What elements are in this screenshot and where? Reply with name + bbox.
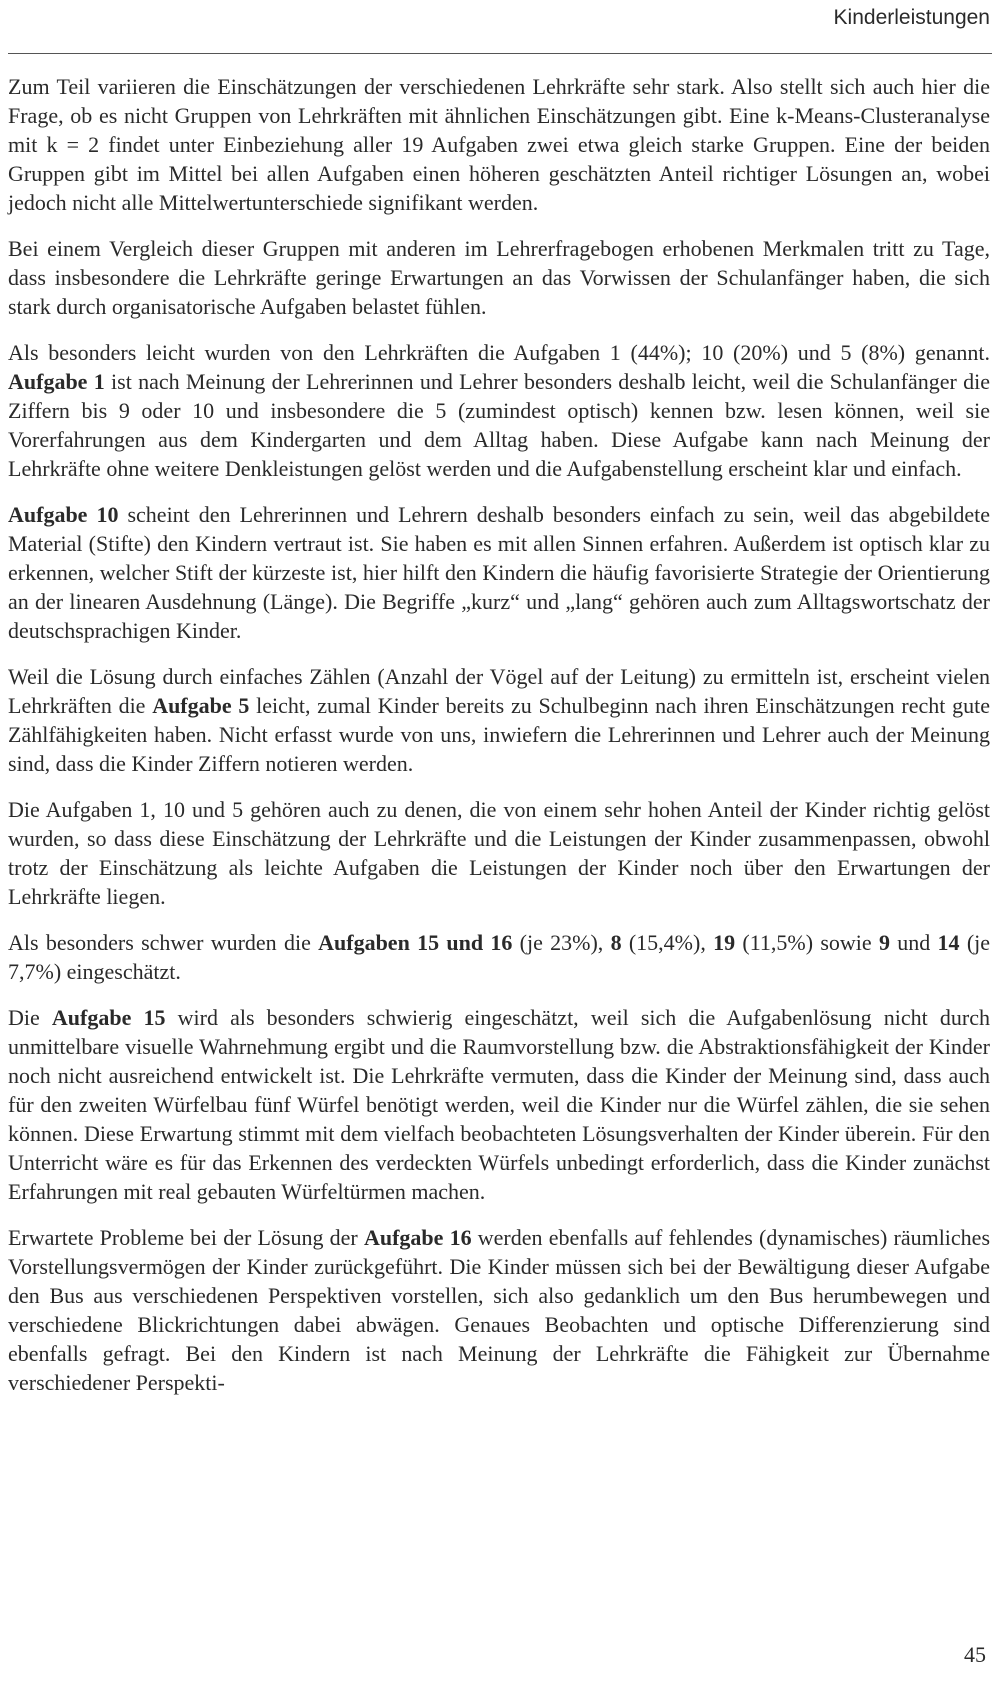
paragraph-2: Bei einem Vergleich dieser Gruppen mit anderen im Lehrerfragebogen erhobenen Merkmalen tritt zu Tage, dass insbesondere die Lehrkräfte geringe Erwartungen an das Vorwissen der Schulanfänger haben, die sich stark durch organisatorische Aufgaben belastet fühlen. bbox=[8, 236, 990, 319]
bold-task-ref: Aufgabe 5 bbox=[152, 693, 250, 718]
bold-task-ref: Aufgabe 10 bbox=[8, 502, 119, 527]
paragraph-3: Als besonders leicht wurden von den Lehrkräften die Aufgaben 1 (44%); 10 (20%) und 5 (8%) genannt. Aufgabe 1 ist nach Meinung der Lehrerinnen und Lehrer besonders deshalb leicht, weil die Schulanfänger die Ziffern bis 9 oder 10 und insbesondere die 5 (zumindest optisch) kennen bzw. lesen können, weil sie Vorerfahrungen aus dem Kindergarten und dem Alltag haben. Diese Aufgabe kann nach Meinung der Lehrkräfte ohne weitere Denkleistungen gelöst werden und die Aufgabenstellung erscheint klar und einfach. bbox=[8, 340, 991, 481]
paragraph-6: Die Aufgaben 1, 10 und 5 gehören auch zu denen, die von einem sehr hohen Anteil der Kinder richtig gelöst wurden, so dass diese Einschätzung der Lehrkräfte und die Leistungen der Kinder zusammenpassen, obwohl trotz der Einschätzung als leichte Aufgaben die Leistungen der Kinder noch über den Erwartungen der Lehrkräfte liegen. bbox=[8, 797, 990, 909]
paragraph-1: Zum Teil variieren die Einschätzungen der verschiedenen Lehrkräfte sehr stark. Also stellt sich auch hier die Frage, ob es nicht Gruppen von Lehrkräften mit ähnlichen Einschätzungen gibt. Eine k-Means-Clusteranalyse mit k = 2 findet unter Einbeziehung aller 19 Aufgaben zwei etwa gleich starke Gruppen. Eine der beiden Gruppen gibt im Mittel bei allen Aufgaben einen höheren geschätzten Anteil richtiger Lösungen an, wobei jedoch nicht alle Mittelwertunterschiede signifikant werden. bbox=[8, 74, 990, 215]
bold-task-ref: 8 bbox=[610, 930, 622, 955]
bold-task-ref: 14 bbox=[937, 930, 960, 955]
body-text bbox=[8, 72, 990, 1414]
bold-task-ref: Aufgabe 16 bbox=[363, 1225, 472, 1250]
bold-task-ref: 19 bbox=[713, 930, 736, 955]
bold-task-ref: Aufgabe 1 bbox=[8, 369, 105, 394]
paragraph-9: Erwartete Probleme bei der Lösung der Aufgabe 16 werden ebenfalls auf fehlendes (dynamisches) räumliches Vorstellungsvermögen der Kinder zurückgeführt. Die Kinder müssen sich bei der Bewältigung dieser Aufgabe den Bus aus verschiedenen Perspektiven vorstellen, sich also gedanklich um den Bus herumbewegen und verschiedene Blickrichtungen dabei abwägen. Genaues Beobachten und optische Differenzierung sind ebenfalls gefragt. Bei den Kindern ist nach Meinung der Lehrkräfte die Fähigkeit zur Übernahme verschiedener Perspekti- bbox=[8, 1225, 991, 1395]
paragraph-7: Als besonders schwer wurden die Aufgaben 15 und 16 (je 23%), 8 (15,4%), 19 (11,5%) sowie 9 und 14 (je 7,7%) eingeschätzt. bbox=[8, 930, 991, 984]
paragraph-5: Weil die Lösung durch einfaches Zählen (Anzahl der Vögel auf der Leitung) zu ermitteln ist, erscheint vielen Lehrkräften die Aufgabe 5 leicht, zumal Kinder bereits zu Schulbeginn nach ihren Einschätzungen recht gute Zählfähigkeiten haben. Nicht erfasst wurde von uns, inwiefern die Lehrerinnen und Lehrer auch der Meinung sind, dass die Kinder Ziffern notieren werden. bbox=[8, 664, 991, 776]
header-divider bbox=[8, 53, 992, 54]
running-header-title: Kinderleistungen bbox=[833, 6, 990, 29]
bold-task-ref: Aufgabe 15 bbox=[51, 1005, 166, 1030]
bold-task-ref: 9 bbox=[878, 930, 890, 955]
paragraph-4: Aufgabe 10 scheint den Lehrerinnen und Lehrern deshalb besonders einfach zu sein, weil das abgebildete Material (Stifte) den Kindern vertraut ist. Sie haben es mit allen Sinnen erfahren. Außerdem ist optisch klar zu erkennen, welcher Stift der kürzeste ist, hier hilft den Kindern die häufig favorisierte Strategie der Orientierung an der linearen Ausdehnung (Länge). Die Begriffe „kurz“ und „lang“ gehören auch zum Alltagswortschatz der deutschsprachigen Kinder. bbox=[8, 502, 990, 643]
bold-task-ref: Aufgaben 15 und 16 bbox=[318, 930, 513, 955]
page-number: 45 bbox=[964, 1642, 986, 1667]
running-header bbox=[8, 0, 992, 57]
paragraph-8: Die Aufgabe 15 wird als besonders schwierig eingeschätzt, weil sich die Aufgabenlösung nicht durch unmittelbare visuelle Wahrnehmung ergibt und die Raumvorstellung bzw. die Abstraktionsfähigkeit der Kinder noch nicht ausreichend entwickelt ist. Die Lehrkräfte vermuten, dass die Kinder der Meinung sind, dass auch für den zweiten Würfelbau fünf Würfel benötigt werden, weil die Kinder nur die Würfel zählen, die sie sehen können. Diese Erwartung stimmt mit dem vielfach beobachteten Lösungsverhalten der Kinder überein. Für den Unterricht wäre es für das Erkennen des verdeckten Würfels unbedingt erforderlich, dass die Kinder zunächst Erfahrungen mit real gebauten Würfeltürmen machen. bbox=[8, 1005, 990, 1204]
